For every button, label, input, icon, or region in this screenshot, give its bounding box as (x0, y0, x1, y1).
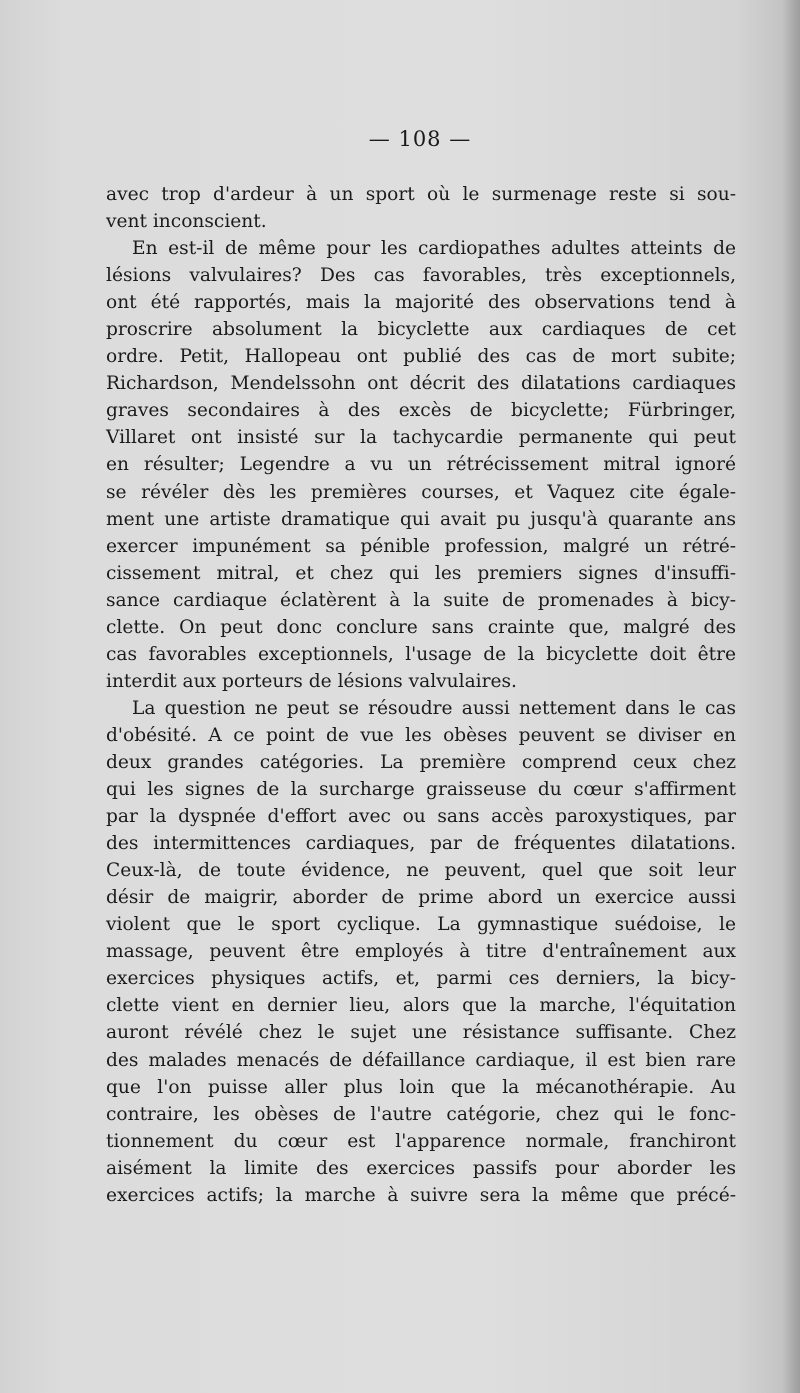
text-line: cissement mitral, et chez qui les premiers signes d'insuffi- (106, 562, 736, 584)
text-line: clette vient en dernier lieu, alors que la marche, l'équitation (106, 995, 736, 1017)
text-line: ment une artiste dramatique qui avait pu jusqu'à quarante ans (106, 508, 736, 530)
text-line: cas favorables exceptionnels, l'usage de la bicyclette doit être (106, 643, 736, 665)
text-line: massage, peuvent être employés à titre d'entraînement aux (106, 941, 736, 963)
text-line: contraire, les obèses de l'autre catégorie, chez qui le fonc- (106, 1103, 736, 1125)
text-line: exercices actifs; la marche à suivre sera la même que précé- (106, 1184, 736, 1206)
text-line: qui les signes de la surcharge graisseuse du cœur s'affirment (106, 779, 736, 801)
text-line: se révéler dès les premières courses, et Vaquez cite égale- (106, 481, 736, 503)
text-line: ont été rapportés, mais la majorité des observations tend à (106, 292, 736, 314)
text-line: que l'on puisse aller plus loin que la mécanothérapie. Au (106, 1076, 736, 1098)
text-line: désir de maigrir, aborder de prime abord un exercice aussi (106, 887, 736, 909)
text-line: clette. On peut donc conclure sans crainte que, malgré des (106, 616, 736, 638)
text-line: vent inconscient. (106, 211, 267, 233)
text-line: tionnement du cœur est l'apparence normale, franchiront (106, 1130, 736, 1152)
text-line: interdit aux porteurs de lésions valvulaires. (106, 670, 517, 692)
text-line: avec trop d'ardeur à un sport où le surmenage reste si sou- (106, 184, 736, 205)
text-line: des intermittences cardiaques, par de fréquentes dilatations. (106, 833, 736, 855)
text-line: par la dyspnée d'effort avec ou sans accès paroxystiques, par (106, 806, 736, 828)
text-line: La question ne peut se résoudre aussi nettement dans le cas (132, 697, 736, 719)
text-line: Ceux-là, de toute évidence, ne peuvent, quel que soit leur (106, 860, 736, 882)
body-text (106, 181, 736, 1209)
text-line: en résulter; Legendre a vu un rétrécissement mitral ignoré (106, 454, 736, 476)
text-line: d'obésité. A ce point de vue les obèses peuvent se diviser en (106, 724, 736, 746)
text-line: auront révélé chez le sujet une résistance suffisante. Chez (106, 1022, 736, 1044)
text-line: exercices physiques actifs, et, parmi ces derniers, la bicy- (106, 968, 736, 990)
text-line: sance cardiaque éclatèrent à la suite de promenades à bicy- (106, 589, 736, 611)
text-line: aisément la limite des exercices passifs pour aborder les (106, 1157, 736, 1179)
page-number: — 108 — (368, 127, 472, 151)
page-edge-shadow (782, 0, 800, 1393)
text-line: ordre. Petit, Hallopeau ont publié des cas de mort subite; (106, 346, 736, 368)
text-line: deux grandes catégories. La première comprend ceux chez (106, 751, 736, 773)
text-line: violent que le sport cyclique. La gymnastique suédoise, le (106, 914, 736, 936)
text-line: graves secondaires à des excès de bicyclette; Fürbringer, (106, 400, 736, 422)
text-line: proscrire absolument la bicyclette aux cardiaques de cet (106, 319, 736, 341)
text-line: Richardson, Mendelssohn ont décrit des dilatations cardiaques (106, 373, 736, 395)
text-line: exercer impunément sa pénible profession, malgré un rétré- (106, 535, 736, 557)
text-line: lésions valvulaires? Des cas favorables, très exceptionnels, (106, 265, 736, 287)
text-line: des malades menacés de défaillance cardiaque, il est bien rare (106, 1049, 736, 1071)
text-line: En est-il de même pour les cardiopathes adultes atteints de (132, 238, 736, 260)
text-line: Villaret ont insisté sur la tachycardie permanente qui peut (106, 427, 736, 449)
